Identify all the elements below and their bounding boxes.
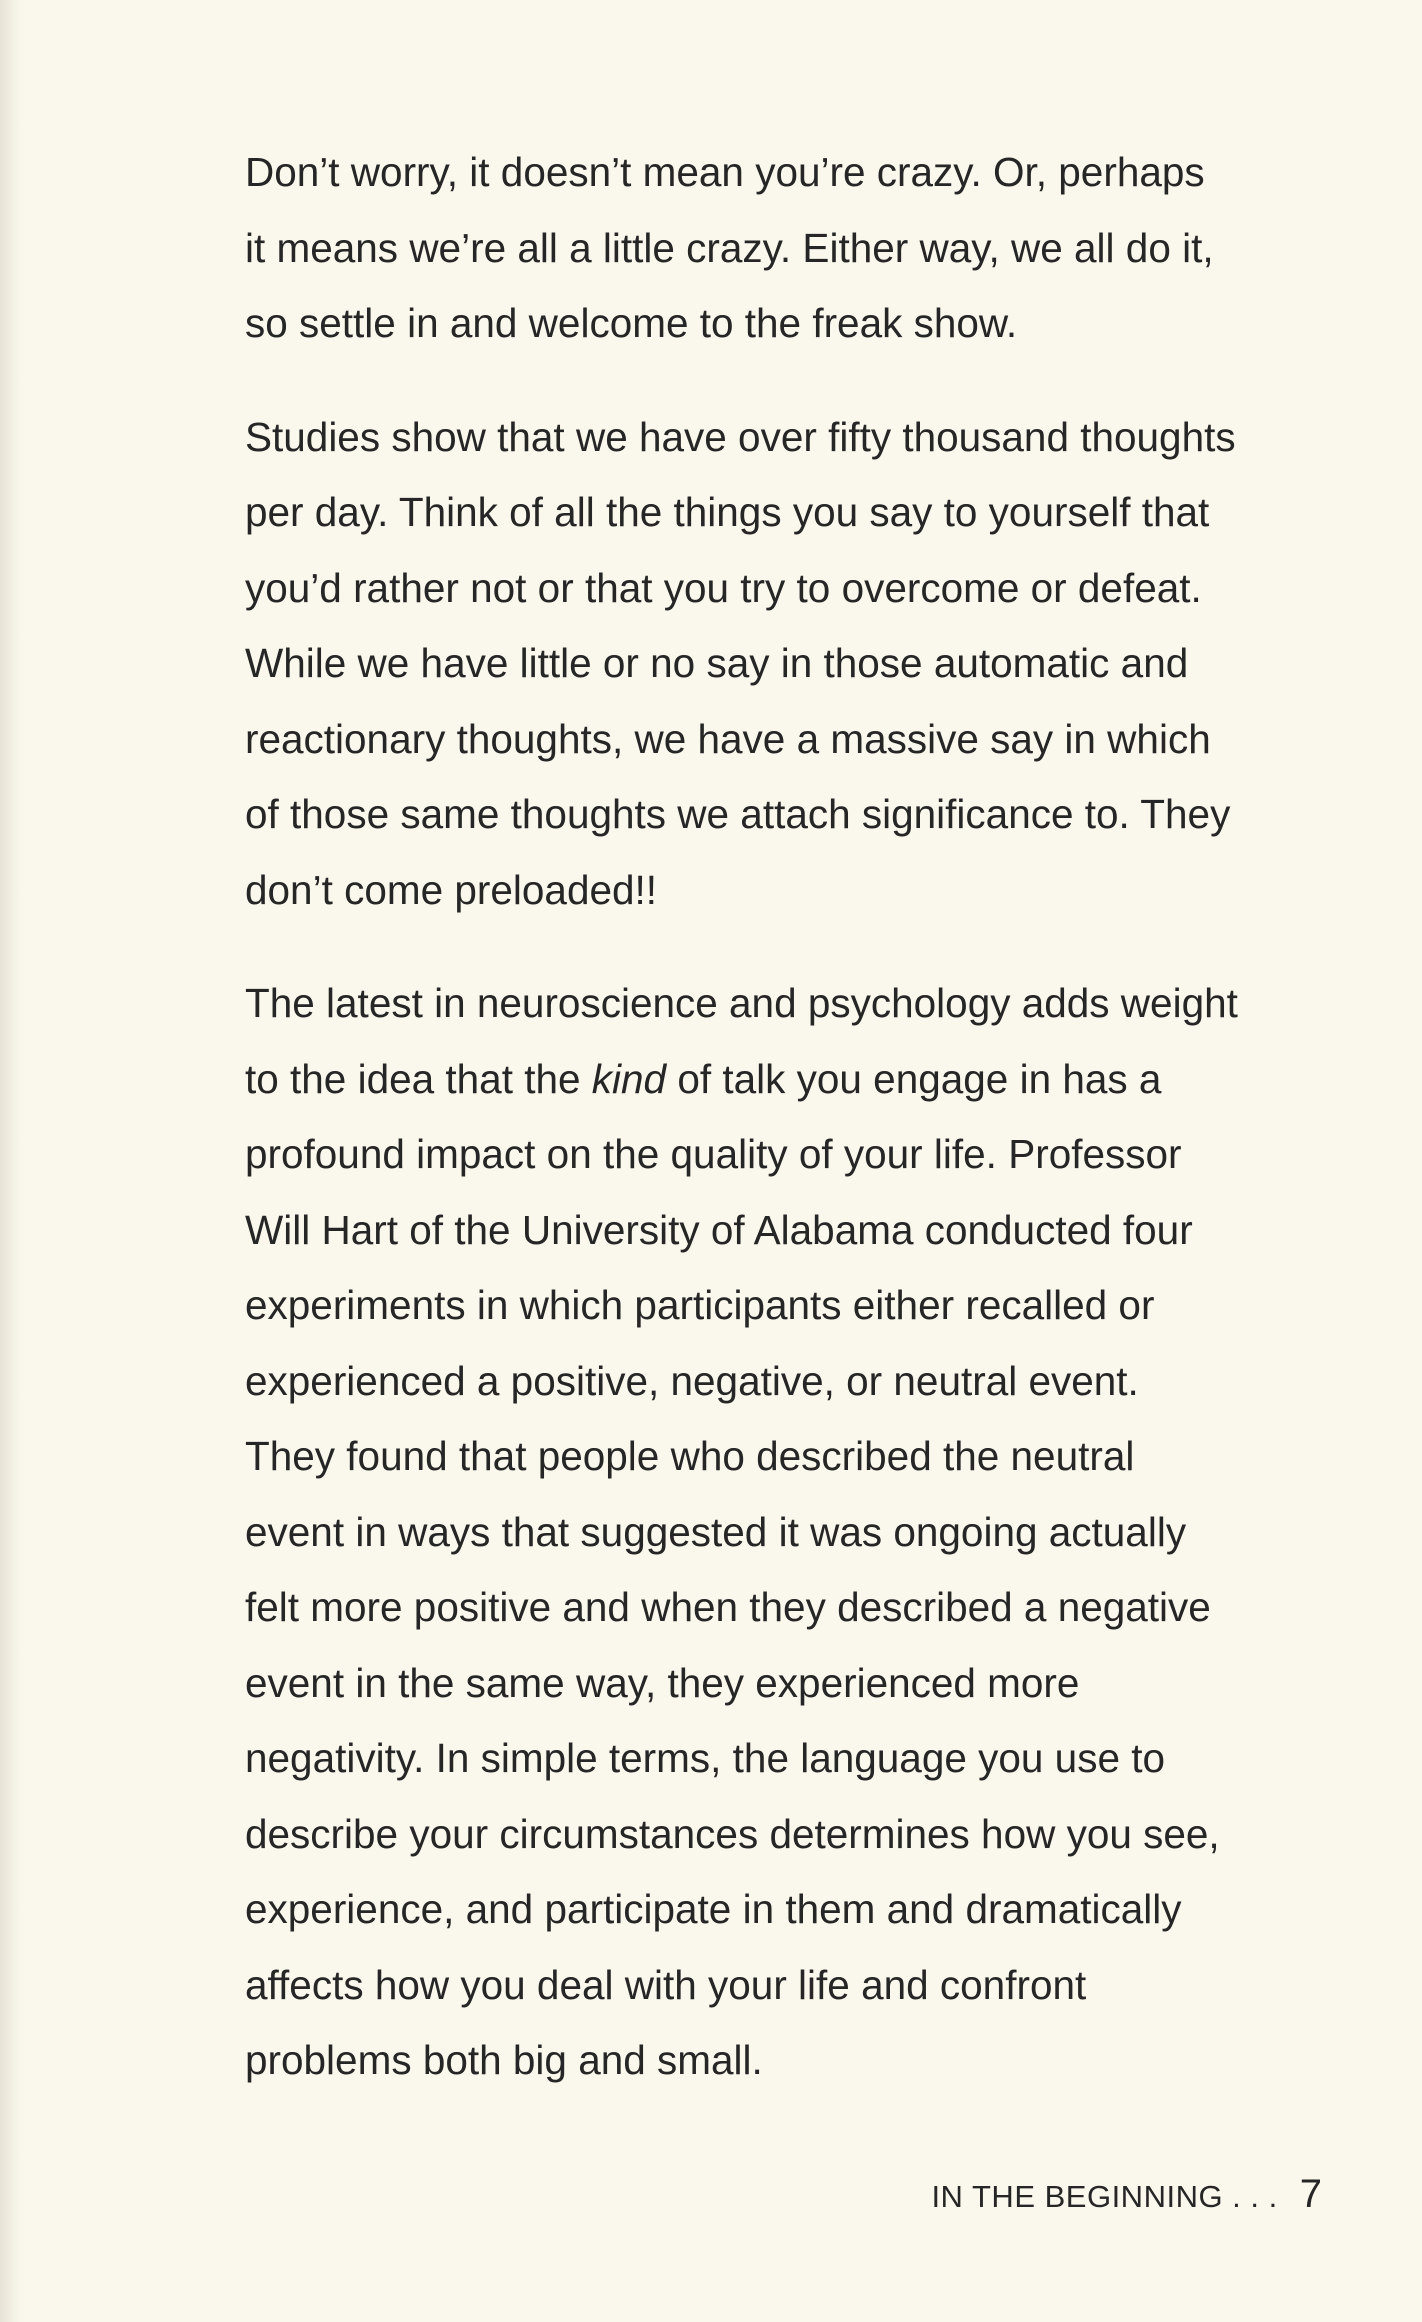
page-gutter-shadow (0, 0, 22, 2322)
text-line: so settle in and welcome to the freak show. (245, 300, 1018, 346)
text-line: you’d rather not or that you try to overcome or defeat. (245, 564, 1202, 611)
text-line: experienced a positive, negative, or neutral event. (245, 1357, 1139, 1404)
page-number: 7 (1299, 2172, 1322, 2216)
paragraph-2 (245, 400, 1305, 929)
text-line: don’t come preloaded!! (245, 866, 658, 913)
text-line: They found that people who described the neutral (245, 1433, 1135, 1479)
text-line: negativity. In simple terms, the language you use to (245, 1735, 1166, 1781)
running-footer (931, 2172, 1322, 2217)
text-line: The latest in neuroscience and psychology adds weight (245, 980, 1238, 1026)
text-line: profound impact on the quality of your life. Professor (245, 1131, 1182, 1177)
text-line: it means we’re all a little crazy. Either way, we all do it, (245, 224, 1214, 271)
text-line: problems both big and small. (245, 2037, 763, 2083)
text-line: of those same thoughts we attach significance to. They (245, 791, 1231, 837)
text-line-with-emphasis (245, 1042, 1305, 1118)
text-line: event in the same way, they experienced more (245, 1659, 1080, 1706)
text-line: affects how you deal with your life and confront (245, 1961, 1087, 2008)
text-line: experience, and participate in them and dramatically (245, 1886, 1182, 1932)
text-line: experiments in which participants either recalled or (245, 1282, 1155, 1328)
body-text (245, 135, 1305, 2137)
text-line: reactionary thoughts, we have a massive say in which (245, 715, 1211, 762)
emphasized-word: kind (591, 1055, 667, 1102)
text-line: Will Hart of the University of Alabama conducted four (245, 1206, 1193, 1253)
text-line: Studies show that we have over fifty thousand thoughts (245, 413, 1236, 460)
text-run: to the idea that the (245, 1055, 592, 1102)
text-run: of talk you engage in has a (666, 1055, 1162, 1102)
paragraph-3 (245, 966, 1305, 2099)
text-line: While we have little or no say in those automatic and (245, 640, 1189, 686)
text-line: event in ways that suggested it was ongoing actually (245, 1508, 1187, 1555)
paragraph-1 (245, 135, 1305, 362)
text-line: per day. Think of all the things you say to yourself that (245, 489, 1210, 535)
text-line: felt more positive and when they described a negative (245, 1584, 1211, 1630)
text-line: describe your circumstances determines how you see, (245, 1810, 1220, 1857)
running-title: IN THE BEGINNING . . . (931, 2179, 1278, 2214)
text-line: Don’t worry, it doesn’t mean you’re crazy. Or, perhaps (245, 149, 1205, 195)
